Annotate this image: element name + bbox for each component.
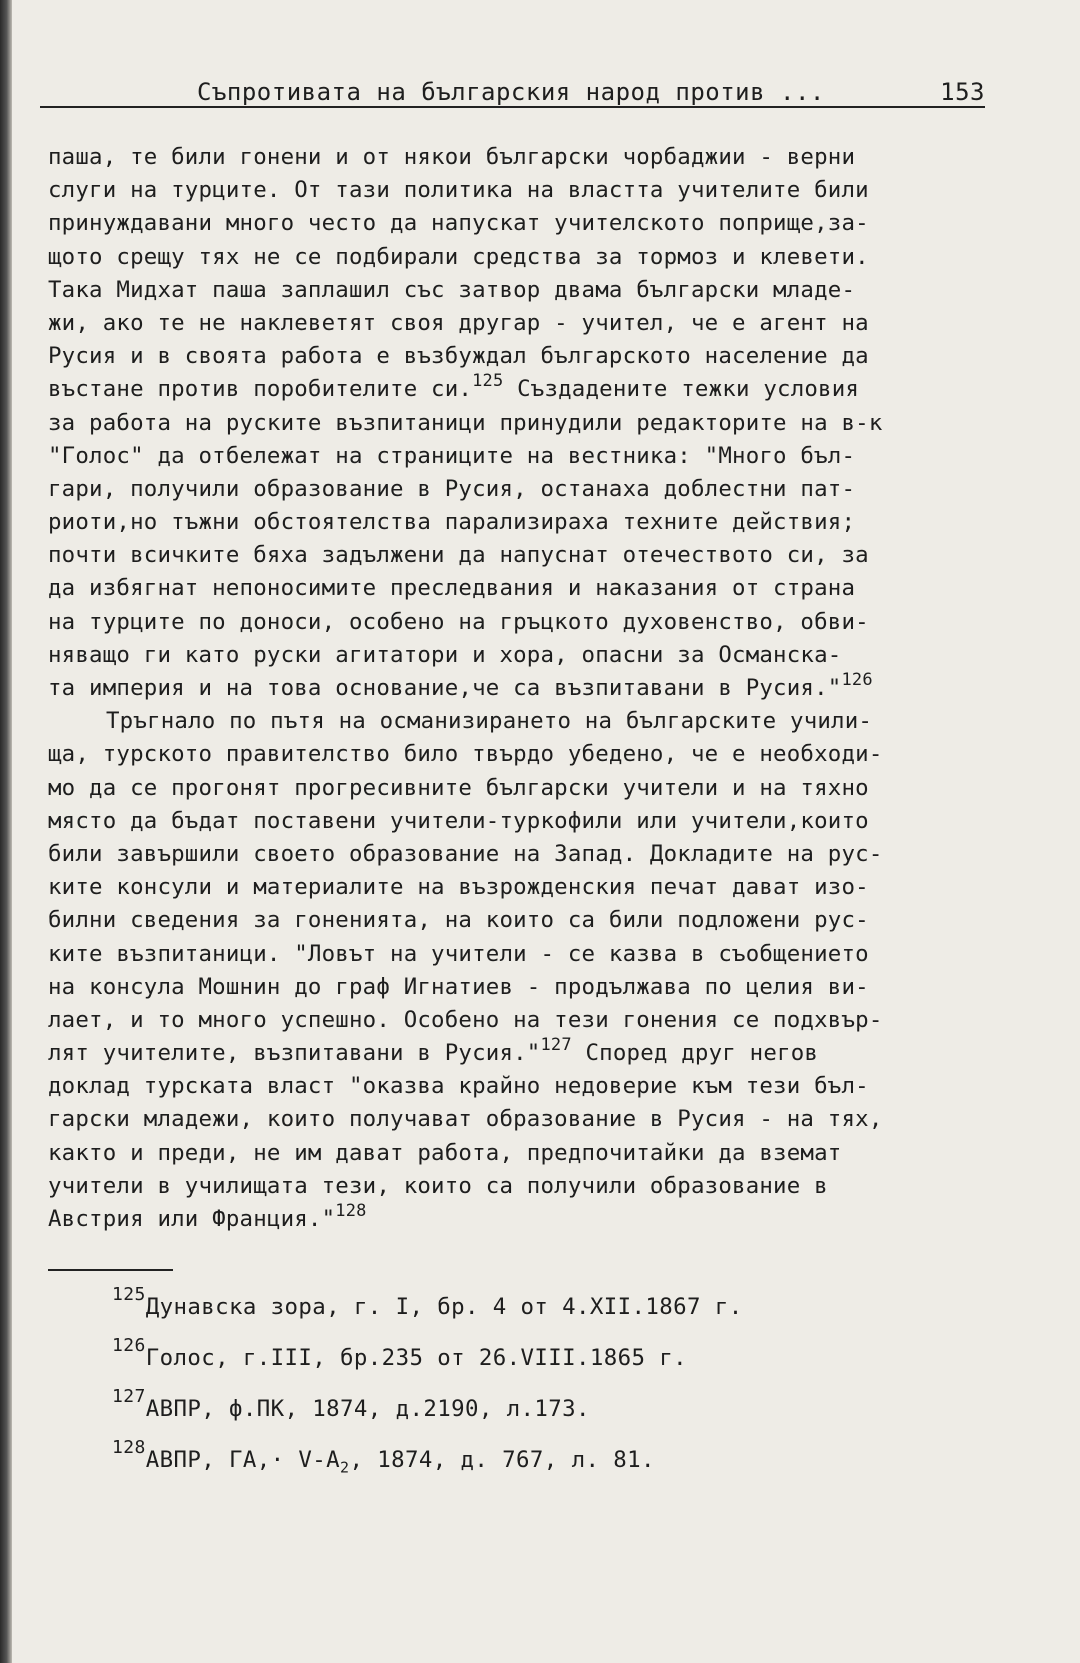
line-text: Така Мидхат паша заплашил със затвор двама български младе- [48, 276, 856, 303]
line-text-after-ref: Създадените тежки условия [503, 376, 860, 403]
line-text: учители в училищата тези, които са получили образование в [48, 1172, 828, 1199]
text-line [48, 1070, 998, 1103]
footnote-number: 126 [112, 1335, 146, 1356]
line-text: билни сведения за гоненията, на които са били подложени рус- [48, 907, 869, 934]
line-text: ките възпитаници. "Ловът на учители - се казва в съобщението [48, 940, 869, 967]
text-line [48, 572, 998, 605]
line-text-after-ref: Според друг негов [571, 1040, 819, 1067]
footnote-number: 125 [112, 1284, 146, 1305]
line-text: на турците по доноси, особено на гръцкото духовенство, обви- [48, 608, 869, 635]
line-text: жи, ако те не наклеветят своя другар - учител, че е агент на [48, 309, 869, 336]
line-text: лят учителите, възпитавани в Русия." [48, 1040, 541, 1067]
line-text: мо да се прогонят прогресивните български учители и на тяхно [48, 774, 869, 801]
footnote-text: АВПР, ф.ПК, 1874, д.2190, л.173. [145, 1396, 590, 1422]
text-line [48, 307, 998, 340]
line-text: почти всичките бяха задължени да напуснат отечеството си, за [48, 542, 869, 569]
line-text: ките консули и материалите на възрожденския печат дават изо- [48, 874, 869, 901]
text-line [48, 738, 998, 771]
running-header [40, 78, 985, 108]
text-line [48, 174, 998, 207]
page-number: 153 [940, 78, 985, 106]
text-line [48, 838, 998, 871]
line-text: за работа на руските възпитаници принудили редакторите на в-к [48, 409, 883, 436]
footnote-text-after: , 1874, д. 767, л. 81. [349, 1447, 655, 1473]
line-text: "Голос" да отбележат на страниците на вестника: "Много бъл- [48, 442, 856, 469]
line-text: въстане против поробителите си. [48, 376, 473, 403]
footnote-number: 127 [112, 1386, 146, 1407]
line-text: слуги на турците. От тази политика на властта учителите били [48, 177, 869, 204]
text-line [48, 340, 998, 373]
text-line [48, 141, 998, 174]
footnotes [112, 1282, 972, 1486]
footnote [112, 1333, 972, 1384]
body-text [48, 141, 998, 1236]
footnote [112, 1384, 972, 1435]
footnote-text: Голос, г.III, бр.235 от 26.VIII.1865 г. [145, 1345, 688, 1371]
footnote [112, 1435, 972, 1486]
text-line [48, 1137, 998, 1170]
footnote-ref: 126 [841, 670, 873, 690]
text-line [48, 506, 998, 539]
line-text: няващо ги като руски агитатори и хора, опасни за Османска- [48, 641, 842, 668]
footnote-text: АВПР, ГА,· V-А [145, 1447, 341, 1473]
text-line [48, 539, 998, 572]
text-line [48, 1103, 998, 1136]
line-text: били завършили своето образование на Запад. Докладите на рус- [48, 840, 883, 867]
footnote [112, 1282, 972, 1333]
line-text: както и преди, не им дават работа, предпочитайки да вземат [48, 1139, 842, 1166]
text-line [48, 1170, 998, 1203]
footnote-ref: 127 [540, 1035, 572, 1056]
text-line [48, 772, 998, 805]
line-text: доклад турската власт "оказва крайно недоверие към тези бъл- [48, 1073, 869, 1100]
line-text: та империя и на това основание,че са възпитавани в Русия." [48, 675, 842, 701]
text-line [48, 904, 998, 937]
line-text: паша, те били гонени и от някои български чорбаджии - верни [48, 144, 856, 170]
line-text: Тръгнало по пътя на османизирането на българските учили- [106, 708, 873, 735]
text-line [48, 440, 998, 473]
line-text: принуждавани много често да напускат учителското поприще,за- [48, 210, 869, 237]
text-line [48, 639, 998, 672]
footnote-subscript: 2 [340, 1458, 350, 1477]
footnote-separator [48, 1269, 173, 1271]
footnote-text: Дунавска зора, г. I, бр. 4 от 4.XII.1867 г. [145, 1294, 743, 1320]
text-line [48, 938, 998, 971]
line-text: място да бъдат поставени учители-туркофили или учители,които [48, 807, 869, 834]
running-title: Съпротивата на българския народ против ... [197, 78, 825, 106]
line-text: риоти,но тъжни обстоятелства парализираха техните действия; [48, 509, 856, 536]
text-line [48, 274, 998, 307]
text-line [48, 1037, 998, 1070]
footnote-ref: 128 [335, 1201, 367, 1221]
text-line [48, 1004, 998, 1037]
text-line [48, 407, 998, 440]
text-line [48, 473, 998, 506]
line-text: ща, турското правителство било твърдо убедено, че е необходи- [48, 741, 883, 768]
line-text: да избягнат непоносимите преследвания и наказания от страна [48, 575, 856, 602]
text-line [48, 705, 998, 738]
line-text: гари, получили образование в Русия, останаха доблестни пат- [48, 475, 856, 502]
line-text: Австрия или Франция." [48, 1206, 336, 1232]
text-line [48, 373, 998, 406]
footnote-ref: 125 [472, 371, 504, 392]
line-text: на консула Мошнин до граф Игнатиев - продължава по целия ви- [48, 973, 869, 1000]
line-text: лает, и то много успешно. Особено на тези гонения се подхвър- [48, 1006, 883, 1033]
line-text: щото срещу тях не се подбирали средства за тормоз и клевети. [48, 243, 869, 270]
footnote-number: 128 [112, 1437, 146, 1458]
text-line [48, 241, 998, 274]
text-line [48, 606, 998, 639]
line-text: гарски младежи, които получават образование в Русия - на тях, [48, 1106, 883, 1133]
text-line [48, 672, 998, 705]
text-line [48, 207, 998, 240]
text-line [48, 1203, 998, 1236]
text-line [48, 805, 998, 838]
text-line [48, 871, 998, 904]
line-text: Русия и в своята работа е възбуждал българското население да [48, 343, 869, 370]
text-line [48, 971, 998, 1004]
